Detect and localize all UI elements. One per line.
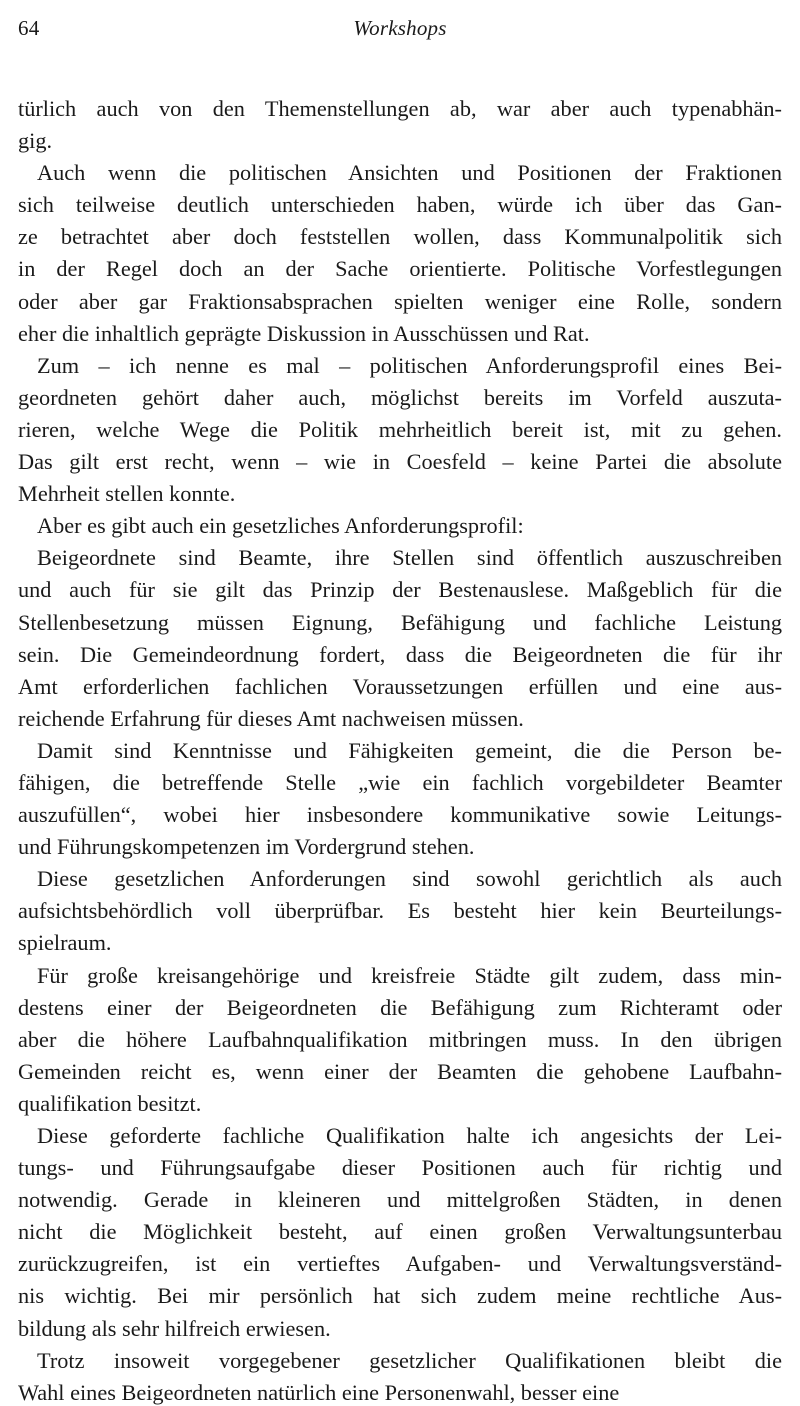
text-line: reichende Erfahrung für dieses Amt nachweisen müssen.	[18, 705, 524, 731]
body-text-block	[18, 93, 782, 1406]
text-line: Damit sind Kenntnisse und Fähigkeiten gemeint, die die Person be-	[37, 737, 782, 763]
text-line: destens einer der Beigeordneten die Befähigung zum Richteramt oder	[18, 994, 782, 1020]
text-line: Auch wenn die politischen Ansichten und Positionen der Fraktionen	[37, 160, 782, 186]
text-line: Wahl eines Beigeordneten natürlich eine Personenwahl, besser eine	[18, 1379, 620, 1405]
page-number: 64	[18, 16, 40, 40]
text-line: Beigeordnete sind Beamte, ihre Stellen sind öffentlich auszuschreiben	[37, 545, 782, 571]
running-head	[0, 0, 800, 62]
text-line: und Führungskompetenzen im Vordergrund stehen.	[18, 834, 475, 860]
text-line: sein. Die Gemeindeordnung fordert, dass die Beigeordneten die für ihr	[18, 641, 782, 667]
paragraph	[18, 510, 782, 542]
text-line: in der Regel doch an der Sache orientierte. Politische Vorfestlegungen	[18, 256, 782, 282]
text-line: nicht die Möglichkeit besteht, auf einen großen Verwaltungsunterbau	[18, 1219, 782, 1245]
text-line: notwendig. Gerade in kleineren und mittelgroßen Städten, in denen	[18, 1187, 782, 1213]
text-line: rieren, welche Wege die Politik mehrheitlich bereit ist, mit zu gehen.	[18, 416, 782, 442]
text-line: Für große kreisangehörige und kreisfreie Städte gilt zudem, dass min-	[37, 962, 782, 988]
text-line: Gemeinden reicht es, wenn einer der Beamten die gehobene Laufbahn-	[18, 1058, 782, 1084]
text-line: türlich auch von den Themenstellungen ab, war aber auch typenabhän-	[18, 96, 782, 121]
running-title: Workshops	[353, 16, 447, 40]
paragraph	[18, 863, 782, 959]
text-line: fähigen, die betreffende Stelle „wie ein fachlich vorgebildeter Beamter	[18, 769, 782, 795]
paragraph	[18, 960, 782, 1120]
paragraph	[18, 93, 782, 157]
text-line: Zum – ich nenne es mal – politischen Anforderungsprofil eines Bei-	[37, 352, 782, 378]
paragraph	[18, 350, 782, 510]
text-line: auszufüllen“, wobei hier insbesondere kommunikative sowie Leitungs-	[18, 802, 782, 828]
text-line: nis wichtig. Bei mir persönlich hat sich zudem meine rechtliche Aus-	[18, 1283, 782, 1309]
text-line: Trotz insoweit vorgegebener gesetzlicher Qualifikationen bleibt die	[37, 1347, 782, 1373]
paragraph	[18, 542, 782, 735]
text-line: und auch für sie gilt das Prinzip der Bestenauslese. Maßgeblich für die	[18, 577, 782, 603]
text-line: Diese geforderte fachliche Qualifikation halte ich angesichts der Lei-	[37, 1123, 782, 1148]
text-line: qualifikation besitzt.	[18, 1090, 202, 1116]
text-line: Aber es gibt auch ein gesetzliches Anforderungsprofil:	[37, 513, 524, 539]
text-line: Das gilt erst recht, wenn – wie in Coesfeld – keine Partei die absolute	[18, 449, 782, 475]
text-line: Diese gesetzlichen Anforderungen sind sowohl gerichtlich als auch	[37, 866, 782, 892]
text-line: ze betrachtet aber doch feststellen wollen, dass Kommunalpolitik sich	[18, 224, 782, 250]
text-line: Mehrheit stellen konnte.	[18, 481, 236, 507]
text-line: bildung als sehr hilfreich erwiesen.	[18, 1315, 331, 1341]
text-line: Stellenbesetzung müssen Eignung, Befähigung und fachliche Leistung	[18, 609, 782, 635]
text-line: geordneten gehört daher auch, möglichst bereits im Vorfeld auszuta-	[18, 384, 782, 410]
text-line: Amt erforderlichen fachlichen Voraussetzungen erfüllen und eine aus-	[18, 673, 782, 699]
text-line: zurückzugreifen, ist ein vertieftes Aufgaben- und Verwaltungsverständ-	[18, 1251, 782, 1277]
paragraph	[18, 1120, 782, 1345]
text-line: tungs- und Führungsaufgabe dieser Positionen auch für richtig und	[18, 1155, 782, 1181]
text-line: sich teilweise deutlich unterschieden haben, würde ich über das Gan-	[18, 192, 782, 218]
text-line: aber die höhere Laufbahnqualifikation mitbringen muss. In den übrigen	[18, 1026, 782, 1052]
paragraph	[18, 1345, 782, 1406]
paragraph	[18, 735, 782, 863]
text-line: spielraum.	[18, 930, 112, 956]
text-line: gig.	[18, 128, 53, 154]
text-line: eher die inhaltlich geprägte Diskussion in Ausschüssen und Rat.	[18, 320, 590, 346]
text-line: aufsichtsbehördlich voll überprüfbar. Es besteht hier kein Beurteilungs-	[18, 898, 782, 924]
paragraph	[18, 157, 782, 350]
text-line: oder aber gar Fraktionsabsprachen spielten weniger eine Rolle, sondern	[18, 288, 782, 314]
